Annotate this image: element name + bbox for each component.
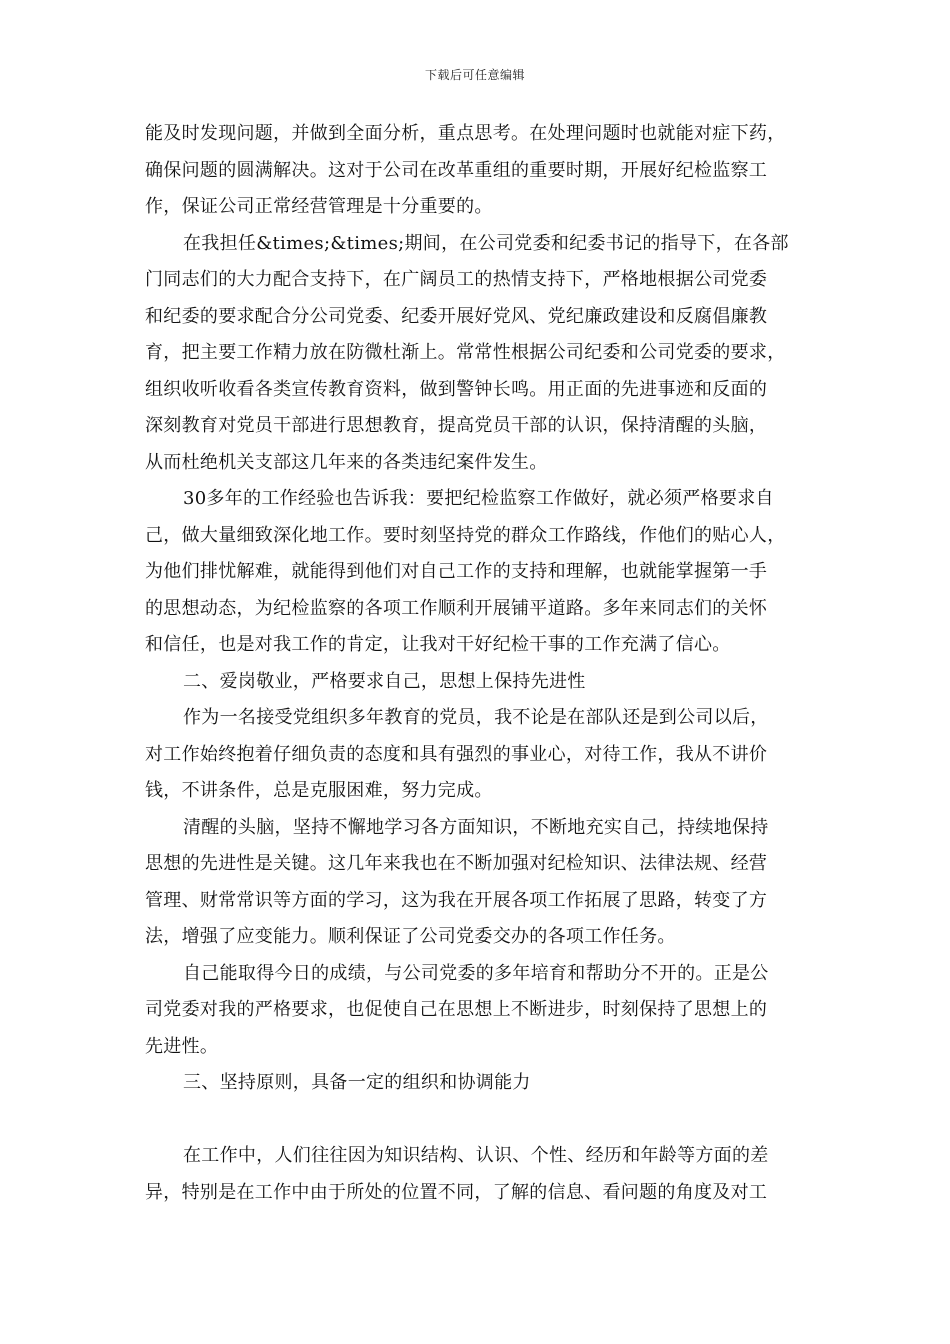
paragraph-start-line: 在我担任&times;&times;期间，在公司党委和纪委书记的指导下，在各部: [183, 232, 789, 254]
text-line: 思想的先进性是关键。这几年来我也在不断加强对纪检知识、法律法规、经营: [145, 853, 768, 874]
text-line: 从而杜绝机关支部这几年来的各类违纪案件发生。: [145, 451, 548, 473]
text-line: 的思想动态，为纪检监察的各项工作顺利开展铺平道路。多年来同志们的关怀: [145, 597, 768, 619]
text-line: 为他们排忧解难，就能得到他们对自己工作的支持和理解，也就能掌握第一手: [145, 561, 768, 582]
page-header: 下载后可任意编辑: [424, 68, 525, 82]
text-line: 钱，不讲条件，总是克服困难，努力完成。: [145, 780, 493, 801]
text-line: 作，保证公司正常经营管理是十分重要的。: [145, 196, 493, 217]
paragraph-start-line: 自己能取得今日的成绩，与公司党委的多年培育和帮助分不开的。正是公: [183, 962, 769, 984]
paragraph-start-line: 作为一名接受党组织多年教育的党员，我不论是在部队还是到公司以后，: [183, 707, 769, 728]
text-line: 异，特别是在工作中由于所处的位置不同，了解的信息、看问题的角度及对工: [145, 1181, 768, 1203]
text-line: 对工作始终抱着仔细负责的态度和具有强烈的事业心，对待工作，我从不讲价: [145, 743, 768, 765]
section-heading: 二、爱岗敬业，严格要求自己，思想上保持先进性: [183, 670, 586, 692]
text-line: 和信任，也是对我工作的肯定，让我对干好纪检干事的工作充满了信心。: [145, 634, 731, 655]
paragraph-start-line: 30多年的工作经验也告诉我：要把纪检监察工作做好，就必须严格要求自: [183, 488, 774, 509]
text-line: 组织收听收看各类宣传教育资料，做到警钟长鸣。用正面的先进事迹和反面的: [145, 378, 768, 400]
text-line: 能及时发现问题，并做到全面分析，重点思考。在处理问题时也就能对症下药，: [145, 123, 786, 144]
text-line: 育，把主要工作精力放在防微杜渐上。常常性根据公司纪委和公司党委的要求，: [145, 342, 786, 363]
text-line: 确保问题的圆满解决。这对于公司在改革重组的重要时期，开展好纪检监察工: [145, 159, 768, 181]
text-line: 己，做大量细致深化地工作。要时刻坚持党的群众工作路线，作他们的贴心人，: [145, 524, 786, 546]
blank-line: [145, 1102, 810, 1139]
section-heading: 三、坚持原则，具备一定的组织和协调能力: [183, 1072, 531, 1093]
text-line: 管理、财常常识等方面的学习，这为我在开展各项工作拓展了思路，转变了方: [145, 889, 768, 911]
document-body: [145, 116, 810, 1211]
text-line: 深刻教育对党员干部进行思想教育，提高党员干部的认识，保持清醒的头脑，: [145, 415, 768, 436]
paragraph-start-line: 清醒的头脑，坚持不懈地学习各方面知识，不断地充实自己，持续地保持: [183, 816, 769, 838]
paragraph-start-line: 在工作中，人们往往因为知识结构、认识、个性、经历和年龄等方面的差: [183, 1145, 769, 1166]
text-line: 先进性。: [145, 1035, 219, 1057]
text-line: 法，增强了应变能力。顺利保证了公司党委交办的各项工作任务。: [145, 926, 676, 947]
text-line: 司党委对我的严格要求，也促使自己在思想上不断进步，时刻保持了思想上的: [145, 999, 768, 1020]
text-line: 和纪委的要求配合分公司党委、纪委开展好党风、党纪廉政建设和反腐倡廉教: [145, 305, 768, 327]
text-line: 门同志们的大力配合支持下，在广阔员工的热情支持下，严格地根据公司党委: [145, 269, 768, 290]
